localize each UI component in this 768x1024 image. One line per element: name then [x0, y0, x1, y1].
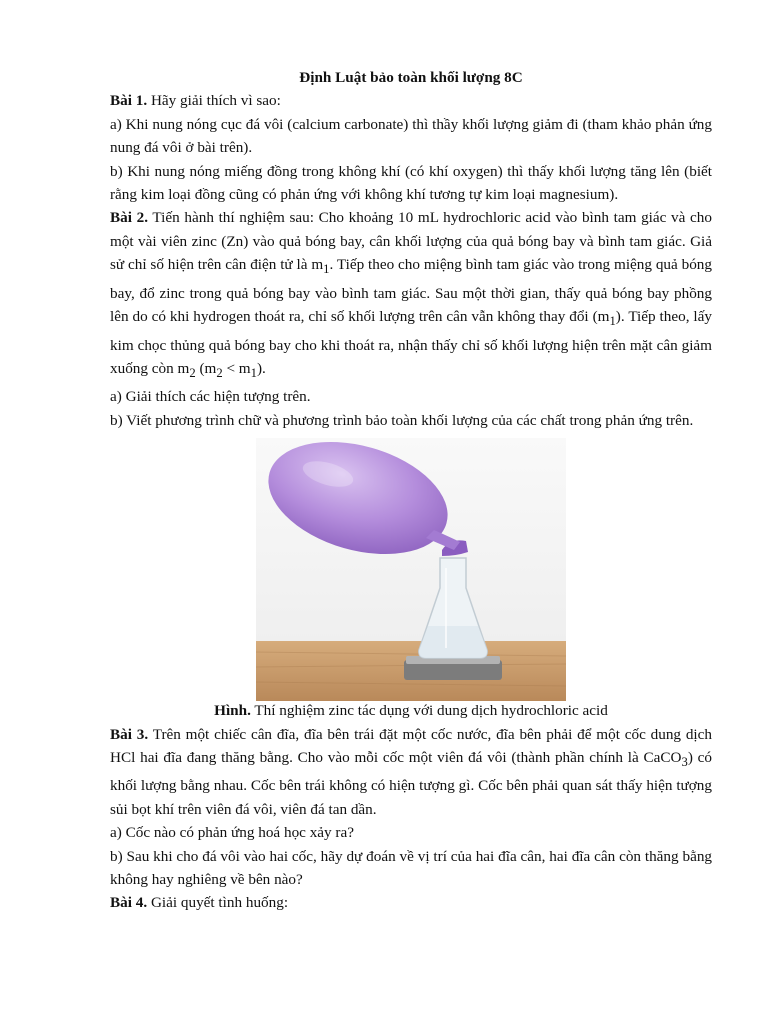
exercise-1-part-a: a) Khi nung nóng cục đá vôi (calcium carbonate) thì thầy khối lượng giảm đi (tham khảo phản ứng nung đá vôi ở bài trên). — [110, 115, 712, 157]
exercise-3-text — [110, 723, 712, 822]
document-title: Định Luật bảo toàn khối lượng 8C — [299, 69, 523, 86]
exercise-3-text-2: ) có khối lượng bằng nhau. Cốc bên trái không có hiện tượng gì. Cốc bên phải quan sát thấy hiện tượng sủi bọt khí trên viên đá vôi, viên đá tan dần. — [110, 749, 712, 818]
scale — [404, 656, 502, 680]
exercise-2-text-5: < m — [222, 359, 251, 377]
exercise-2-part-a: a) Giải thích các hiện tượng trên. — [110, 388, 311, 406]
exercise-4-lead: Giải quyết tình huống: — [150, 894, 289, 912]
exercise-3-part-a: a) Cốc nào có phản ứng hoá học xảy ra? — [110, 824, 354, 842]
exercise-3-text-1: Trên một chiếc cân đĩa, đĩa bên trái đặt một cốc nước, đĩa bên phải để một cốc dung dịch HCl hai đĩa đang thăng bằng. Cho vào mỗi cốc một viên đá vôi (thành phần chính là CaCO — [110, 725, 712, 766]
exercise-3-part-b: b) Sau khi cho đá vôi vào hai cốc, hãy dự đoán về vị trí của hai đĩa cân, hai đĩa cân còn thăng bằng không hay nghiêng về bên nào? — [110, 847, 712, 889]
subscript: 1 — [609, 314, 616, 329]
exercise-1-lead: Hãy giải thích vì sao: — [150, 92, 281, 110]
subscript: 2 — [216, 365, 223, 380]
subscript: 2 — [189, 365, 196, 380]
exercise-2-text — [110, 206, 712, 385]
exercise-2-text-3: ). Tiếp theo, lấy kim chọc thủng quả bóng bay cho khi thoát ra, nhận thấy chỉ số khối lượng hiện trên mặt cân giảm xuống còn m — [110, 308, 712, 377]
exercise-1-part-b: b) Khi nung nóng miếng đồng trong không khí (có khí oxygen) thì thấy khối lượng tăng lên (biết rằng kim loại đồng cũng có phản ứng với không khí tương tự kim loại magnesium). — [110, 162, 712, 204]
exercise-4-label: Bài 4. — [110, 894, 148, 912]
exercise-2-text-1: Tiến hành thí nghiệm sau: Cho khoảng 10 mL hydrochloric acid vào bình tam giác và cho một vài viên zinc (Zn) vào quả bóng bay, cân khối lượng của quả bóng bay và bình tam giác. Giả sử chỉ số hiện trên cân điện tử là m — [110, 209, 712, 274]
exercise-4-heading — [110, 891, 712, 914]
subscript: 1 — [250, 365, 257, 380]
exercise-3-label: Bài 3. — [110, 725, 149, 743]
exercise-2-label: Bài 2. — [110, 209, 149, 227]
exercise-1-label: Bài 1. — [110, 92, 148, 110]
document-body — [110, 66, 712, 915]
figure-caption — [110, 699, 712, 722]
exercise-2-text-4: (m — [195, 359, 217, 377]
figure-caption-label: Hình. — [214, 702, 251, 720]
exercise-2-part-b: b) Viết phương trình chữ và phương trình bảo toàn khối lượng của các chất trong phản ứng trên. — [110, 411, 694, 429]
exercise-2-text-6: ). — [256, 359, 266, 377]
exercise-2-text-2: . Tiếp theo cho miệng bình tam giác vào trong miệng quả bóng bay, đổ zinc trong quả bóng bay vào bình tam giác. Sau một thời gian, thấy quả bóng bay phồng lên do có khi hydrogen thoát ra, chỉ số khối lượng trên cân vẫn không thay đổi (m — [110, 256, 712, 326]
experiment-photo — [256, 438, 566, 701]
balloon-flask-illustration — [256, 438, 566, 701]
subscript: 3 — [681, 755, 688, 770]
figure-caption-text: Thí nghiệm zinc tác dụng với dung dịch hydrochloric acid — [254, 702, 608, 720]
exercise-1-heading — [110, 89, 712, 112]
subscript: 1 — [323, 262, 330, 277]
